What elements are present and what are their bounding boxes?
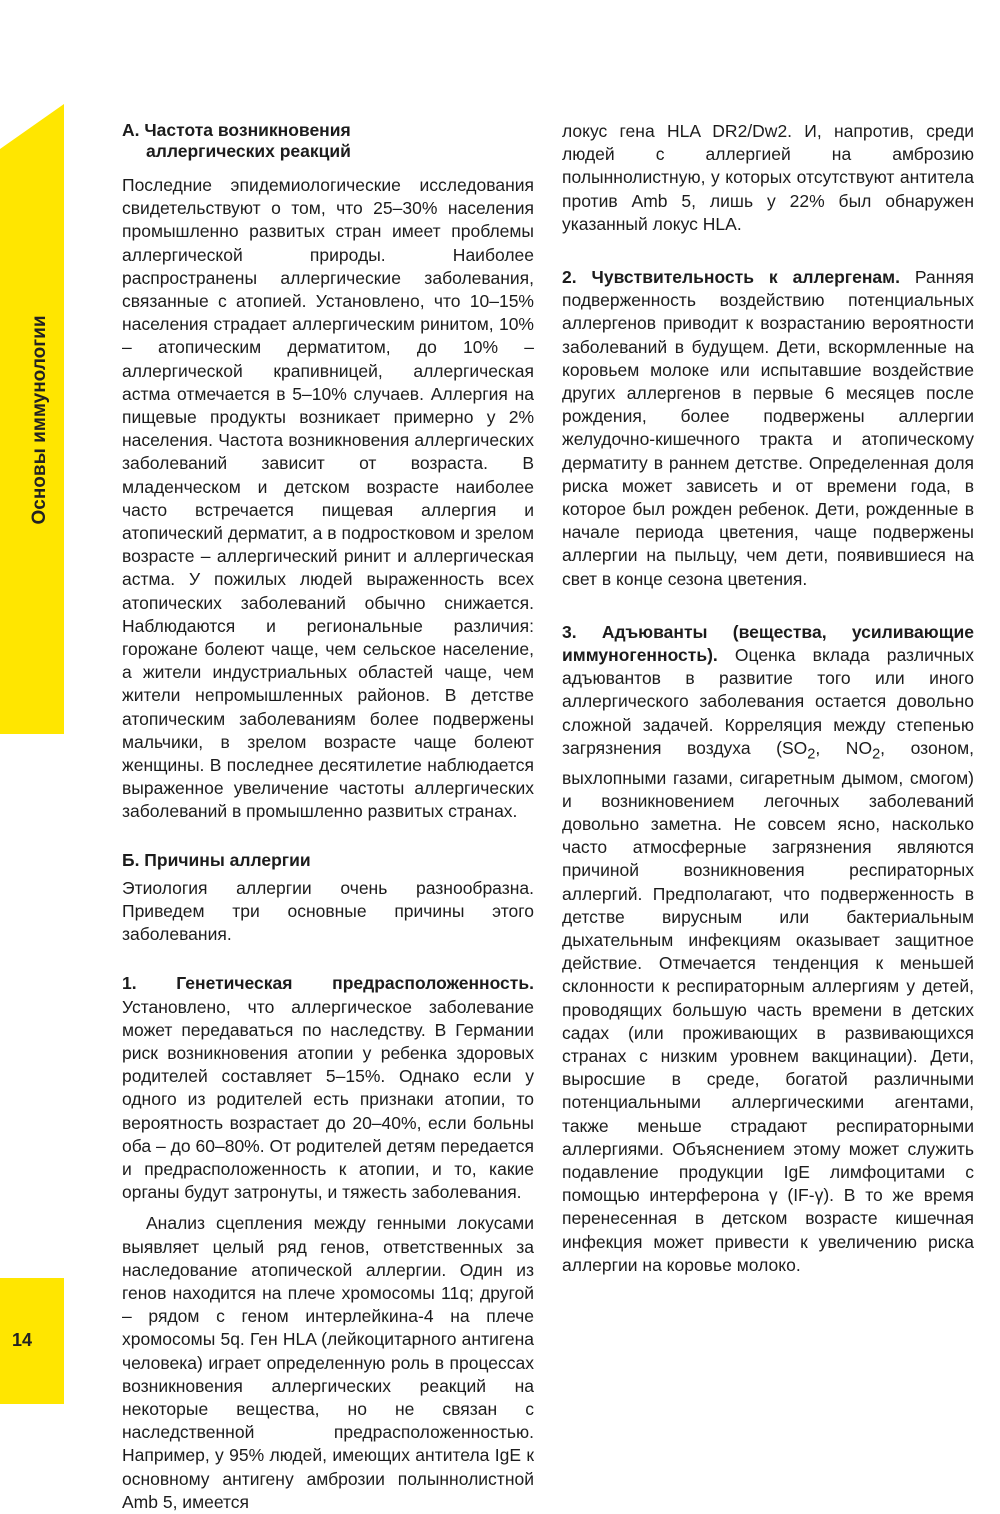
cause1-text: Установлено, что аллергическое заболевание может передаваться по наследству. В Германии риск возникновения атопии у ребенка здоровых родителей составляет 5–15%. Однако если у одного из родителей есть признаки атопии, то вероятность возрастает до 20–40%, если больны оба – до 60–80%. От родителей детям передается и предрасположенность к атопии, и то, какие органы будут затронуты, и тяжесть заболевания.	[122, 996, 534, 1203]
cause2-text: Ранняя подверженность воздействию потенциальных аллергенов приводит к возрастанию вероятности заболеваний в будущем. Дети, вскормленные на коровьем молоке или испытавшие воздействие других аллергенов в первые 6 месяцев после рождения, более подвержены аллергии желудочно-кишечного тракта и атопическому дерматиту в раннем детстве. Определенная доля риска может зависеть и от времени года, в которое был рожден ребенок. Дети, рожденные в начале периода цветения, чаще подвержены аллергии на пыльцу, чем дети, появившиеся на свет в конце сезона цветения.	[562, 267, 974, 589]
section-b-intro: Этиология аллергии очень разнообразна. Приведем три основные причины этого заболевания.	[122, 877, 534, 945]
page-number: 14	[12, 1330, 33, 1350]
cause2-paragraph	[562, 266, 974, 591]
cause3-lead: 3. Адъюванты (вещества, усиливающие иммуногенность).	[562, 621, 974, 666]
cause3-text-c: , озоном, выхлопными газами, сигаретным дымом, смогом) и возникновением легочных заболеваний довольно заметна. Не совсем ясно, насколько часто атмосферные загрязнения являются причиной возникновения респираторных аллергий. Предполагают, что подверженность в детстве вирусным или бактериальным дыхательным инфекциям оказывает защитное действие. Отмечается тенденция к меньшей склонности к респираторным аллергиям у детей, проводящих большую часть времени в детских садах (или проживающих в развивающихся странах с низким уровнем вакцинации). Дети, выросшие в среде, богатой различными потенциальными аллергическими агентами, также меньше страдают респираторными аллергиями. Объяснением этому может служить подавление продукции IgE лимфоцитами с помощью интерферона γ (IF-γ). В то же время перенесенная в детском возрасте кишечная инфекция может привести к увеличению риска аллергии на коровье молоко.	[562, 737, 974, 1275]
chapter-title: Основы иммунологии	[29, 315, 50, 525]
left-column	[122, 120, 534, 1514]
so2-subscript: 2	[807, 746, 816, 763]
section-a-heading	[122, 120, 534, 162]
cause1-lead: 1. Генетическая предрасположенность.	[122, 973, 534, 994]
section-a-paragraph: Последние эпидемиологические исследования свидетельствуют о том, что 25–30% населения промышленно развитых стран имеет проблемы аллергической природы. Наиболее распространены аллергические заболевания, связанные с атопией. Установлено, что 10–15% населения страдает аллергическим ринитом, 10% – атопическим дерматитом, до 10% – аллергической крапивницей, аллергическая астма отмечается в 5–10% случаев. Аллергия на пищевые продукты возникает примерно у 2% населения. Частота возникновения аллергических заболеваний зависит от возраста. В младенческом и детском возрасте наиболее часто встречается пищевая аллергия и атопический дерматит, а в подростковом и зрелом возрасте – аллергический ринит и аллергическая астма. У пожилых людей выраженность всех атопических заболеваний обычно снижается. Наблюдаются и региональные различия: горожане болеют чаще, чем сельское население, а жители индустриальных областей чаще, чем жители непромышленных районов. В детстве атопическим заболеваниям более подвержены мальчики, в зрелом возрасте чаще болеют женщины. В последнее десятилетие наблюдается выраженное увеличение частоты аллергических заболеваний в промышленно развитых странах.	[122, 175, 534, 822]
section-b-heading: Б. Причины аллергии	[122, 849, 311, 870]
cause1-paragraph-2: Анализ сцепления между генными локусами выявляет целый ряд генов, ответственных за наследование атопической аллергии. Один из генов находится на плече хромосомы 11q; другой – рядом с геном интерлейкина-4 на плече хромосомы 5q. Ген HLA (лейкоцитарного антигена человека) играет определенную роль в процессах возникновения аллергических реакций на некоторые вещества, но не связан с наследственной предрасположенностью. Например, у 95% людей, имеющих антитела IgE к основному антигену амброзии полыннолистной Amb 5, имеется	[122, 1213, 534, 1512]
cause3-paragraph	[562, 621, 974, 1277]
cause3-text-b: , NO	[815, 737, 873, 758]
section-a-title-line1: А. Частота возникновения	[122, 120, 351, 140]
cause1-continued: локус гена HLA DR2/Dw2. И, напротив, среди людей с аллергией на амброзию полыннолистную, у которых отсутствуют антитела против Amb 5, лишь у 22% был обнаружен указанный локус HLA.	[562, 121, 974, 234]
cause3-text-a: Оценка вклада различных адъювантов в развитие того или иного аллергического заболевания остается довольно сложной задачей. Корреляция между степенью загрязнения воздуха (SO	[562, 645, 974, 758]
right-column	[562, 120, 974, 1277]
no2-subscript: 2	[872, 746, 881, 763]
section-a-title-line2: аллергических реакций	[146, 141, 351, 161]
cause1-paragraph	[122, 972, 534, 1204]
cause2-lead: 2. Чувствительность к аллергенам.	[562, 267, 900, 288]
